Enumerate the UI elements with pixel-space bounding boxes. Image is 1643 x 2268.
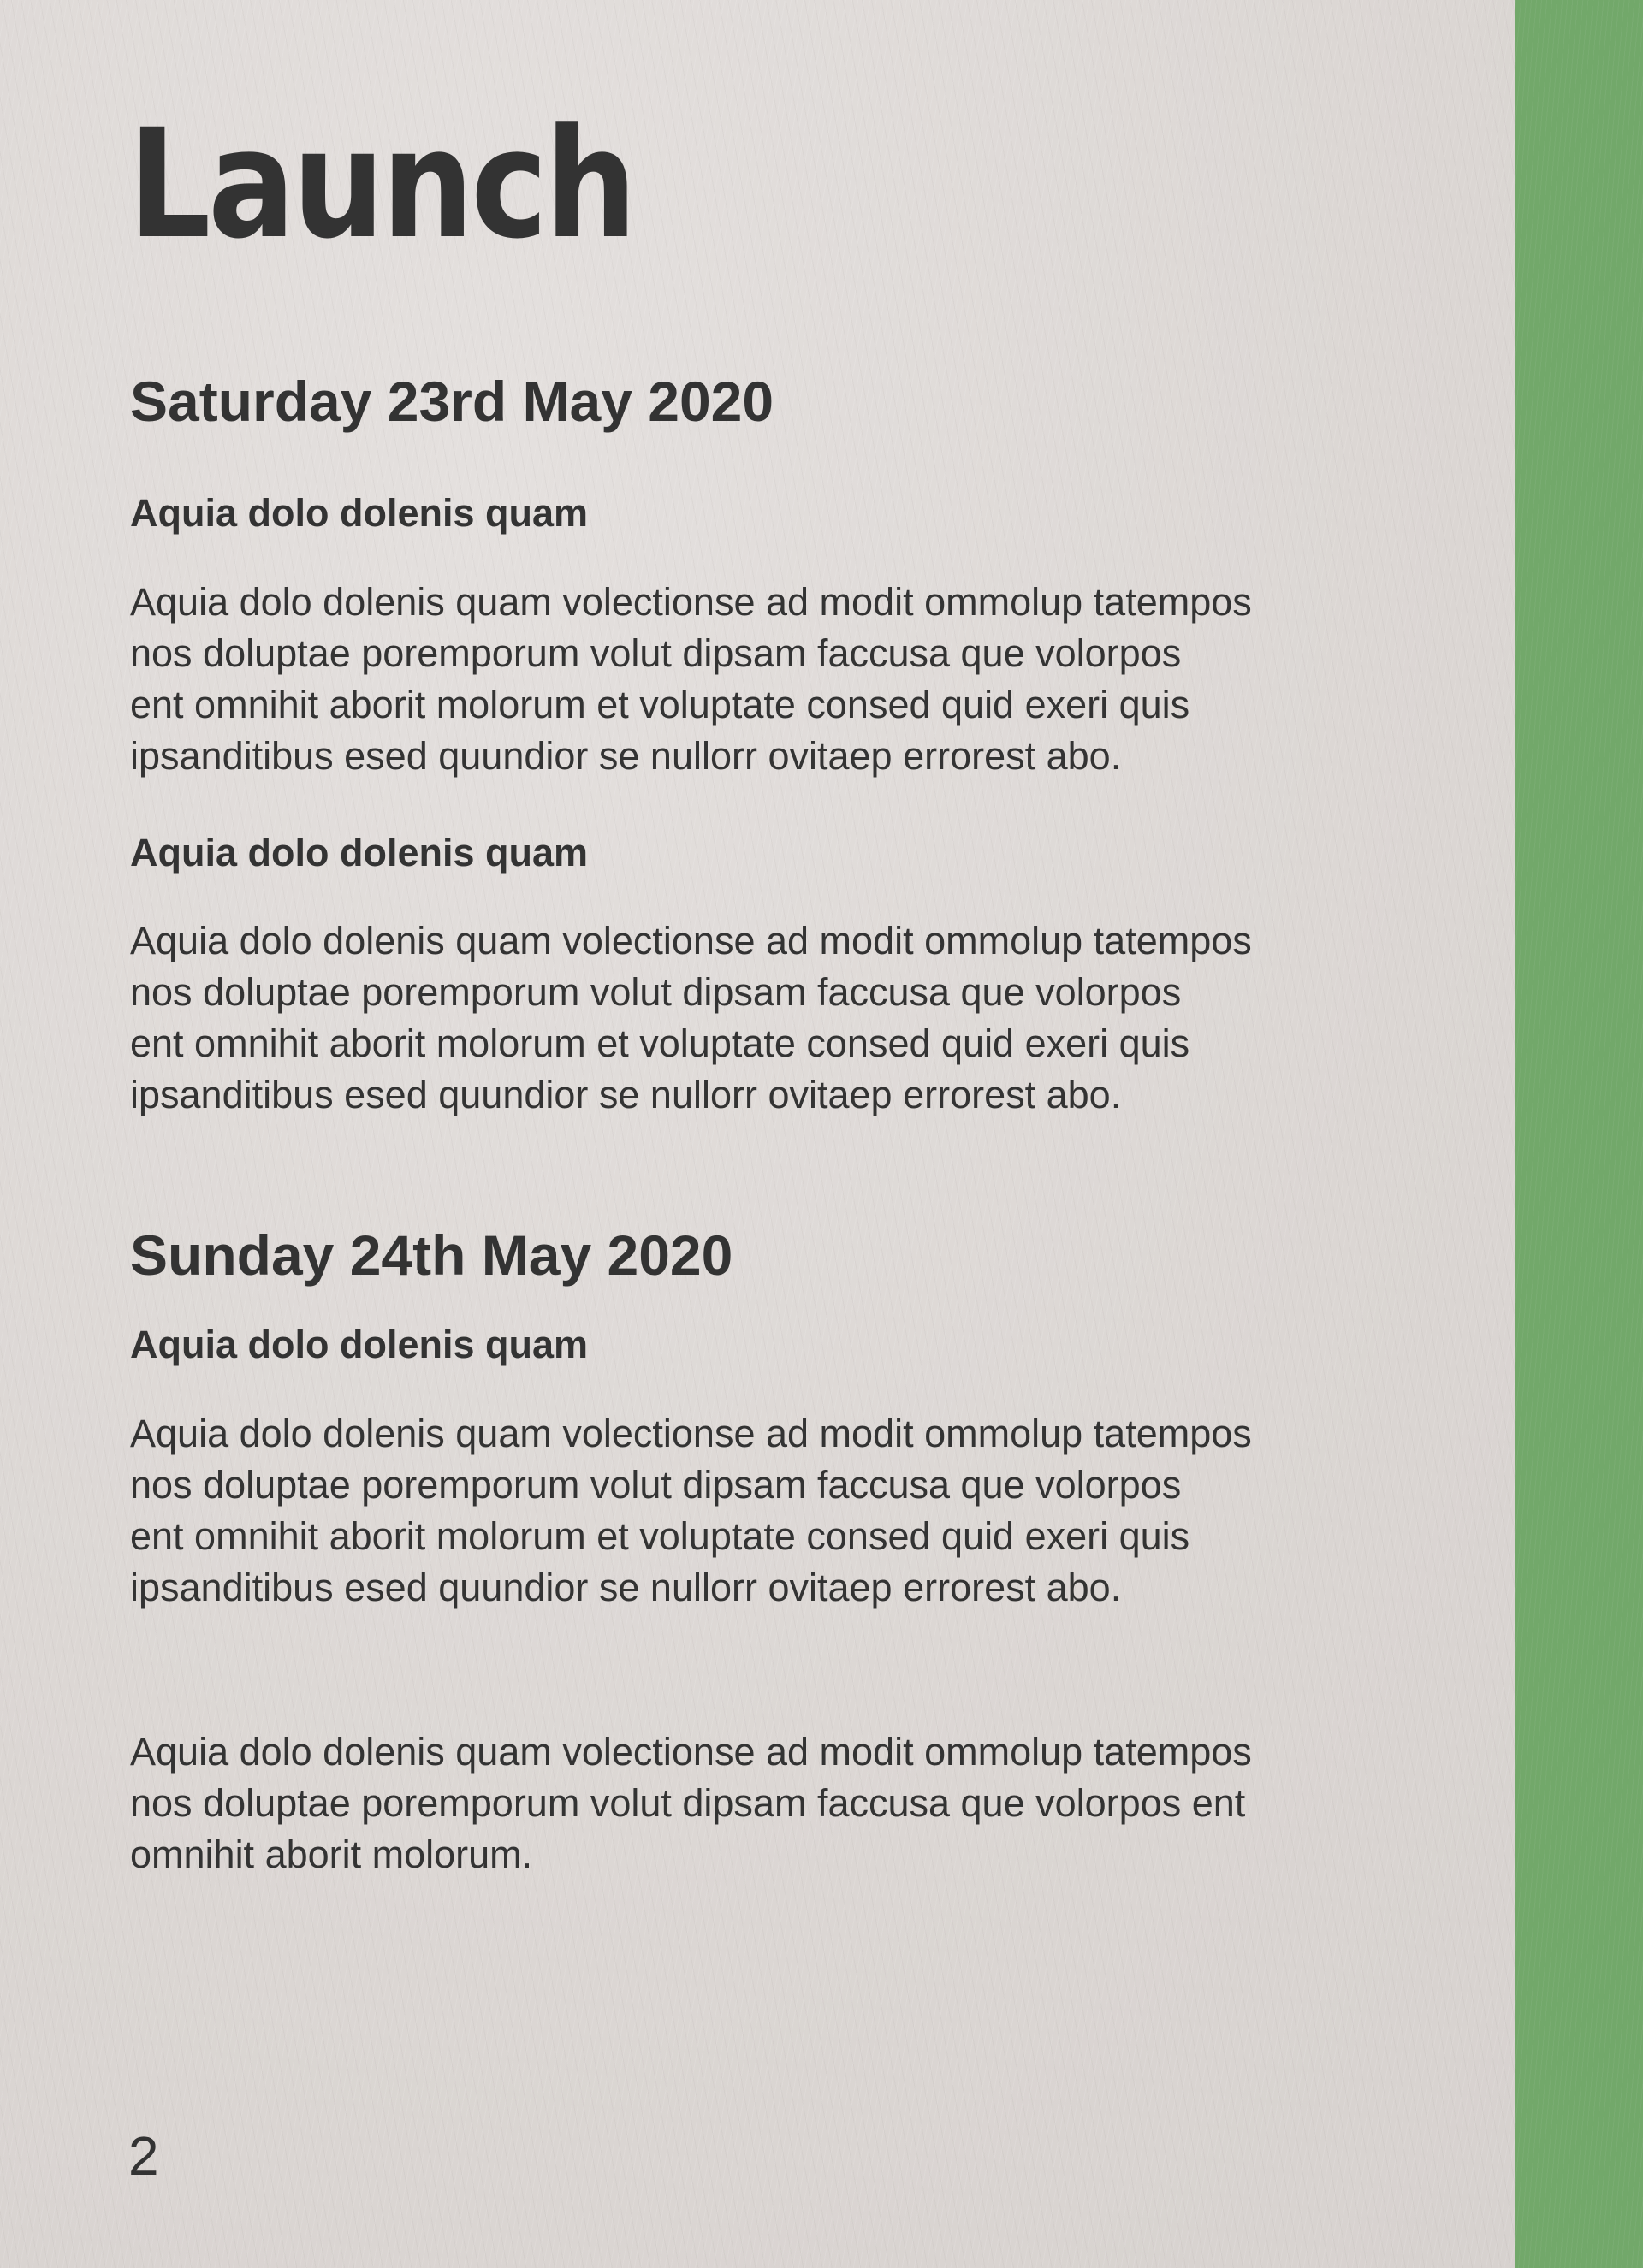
paragraph-line: nos doluptae poremporum volut dipsam faccusa que volorpos	[130, 631, 1182, 675]
paragraph-line: ipsanditibus esed quundior se nullorr ovitaep errorest abo.	[130, 733, 1122, 778]
section-subheading: Aquia dolo dolenis quam	[130, 491, 589, 536]
section-paragraph	[130, 1408, 1397, 1614]
paragraph-line: ent omnihit aborit molorum et voluptate consed quid exeri quis	[130, 1513, 1190, 1558]
schedule-content	[130, 368, 1414, 1880]
paragraph-line: Aquia dolo dolenis quam volectionse ad modit ommolup tatempos	[130, 1729, 1252, 1774]
paragraph-line: nos doluptae poremporum volut dipsam faccusa que volorpos ent	[130, 1780, 1246, 1825]
paragraph-line: Aquia dolo dolenis quam volectionse ad modit ommolup tatempos	[130, 1411, 1252, 1455]
day-heading: Saturday 23rd May 2020	[130, 370, 774, 433]
paragraph-line: ipsanditibus esed quundior se nullorr ovitaep errorest abo.	[130, 1073, 1122, 1117]
day-section	[130, 368, 1414, 1121]
paragraph-line: nos doluptae poremporum volut dipsam faccusa que volorpos	[130, 970, 1182, 1015]
day-section	[130, 1222, 1414, 1880]
paragraph-line: nos doluptae poremporum volut dipsam faccusa que volorpos	[130, 1462, 1182, 1507]
section-paragraph	[130, 577, 1397, 782]
paragraph-line: Aquia dolo dolenis quam volectionse ad modit ommolup tatempos	[130, 919, 1252, 963]
section-subheading: Aquia dolo dolenis quam	[130, 1323, 589, 1367]
section-paragraph	[130, 915, 1397, 1121]
paragraph-line: omnihit aborit molorum.	[130, 1832, 533, 1876]
accent-side-bar	[1515, 0, 1643, 2268]
closing-paragraph	[130, 1726, 1397, 1880]
paragraph-line: ent omnihit aborit molorum et voluptate consed quid exeri quis	[130, 682, 1190, 726]
section-subheading: Aquia dolo dolenis quam	[130, 830, 589, 874]
paragraph-line: ent omnihit aborit molorum et voluptate consed quid exeri quis	[130, 1021, 1190, 1066]
page-title: Launch	[128, 97, 634, 272]
day-heading: Sunday 24th May 2020	[130, 1223, 733, 1288]
paragraph-line: ipsanditibus esed quundior se nullorr ovitaep errorest abo.	[130, 1565, 1122, 1609]
page-number: 2	[128, 2125, 159, 2187]
paragraph-line: Aquia dolo dolenis quam volectionse ad modit ommolup tatempos	[130, 579, 1252, 624]
